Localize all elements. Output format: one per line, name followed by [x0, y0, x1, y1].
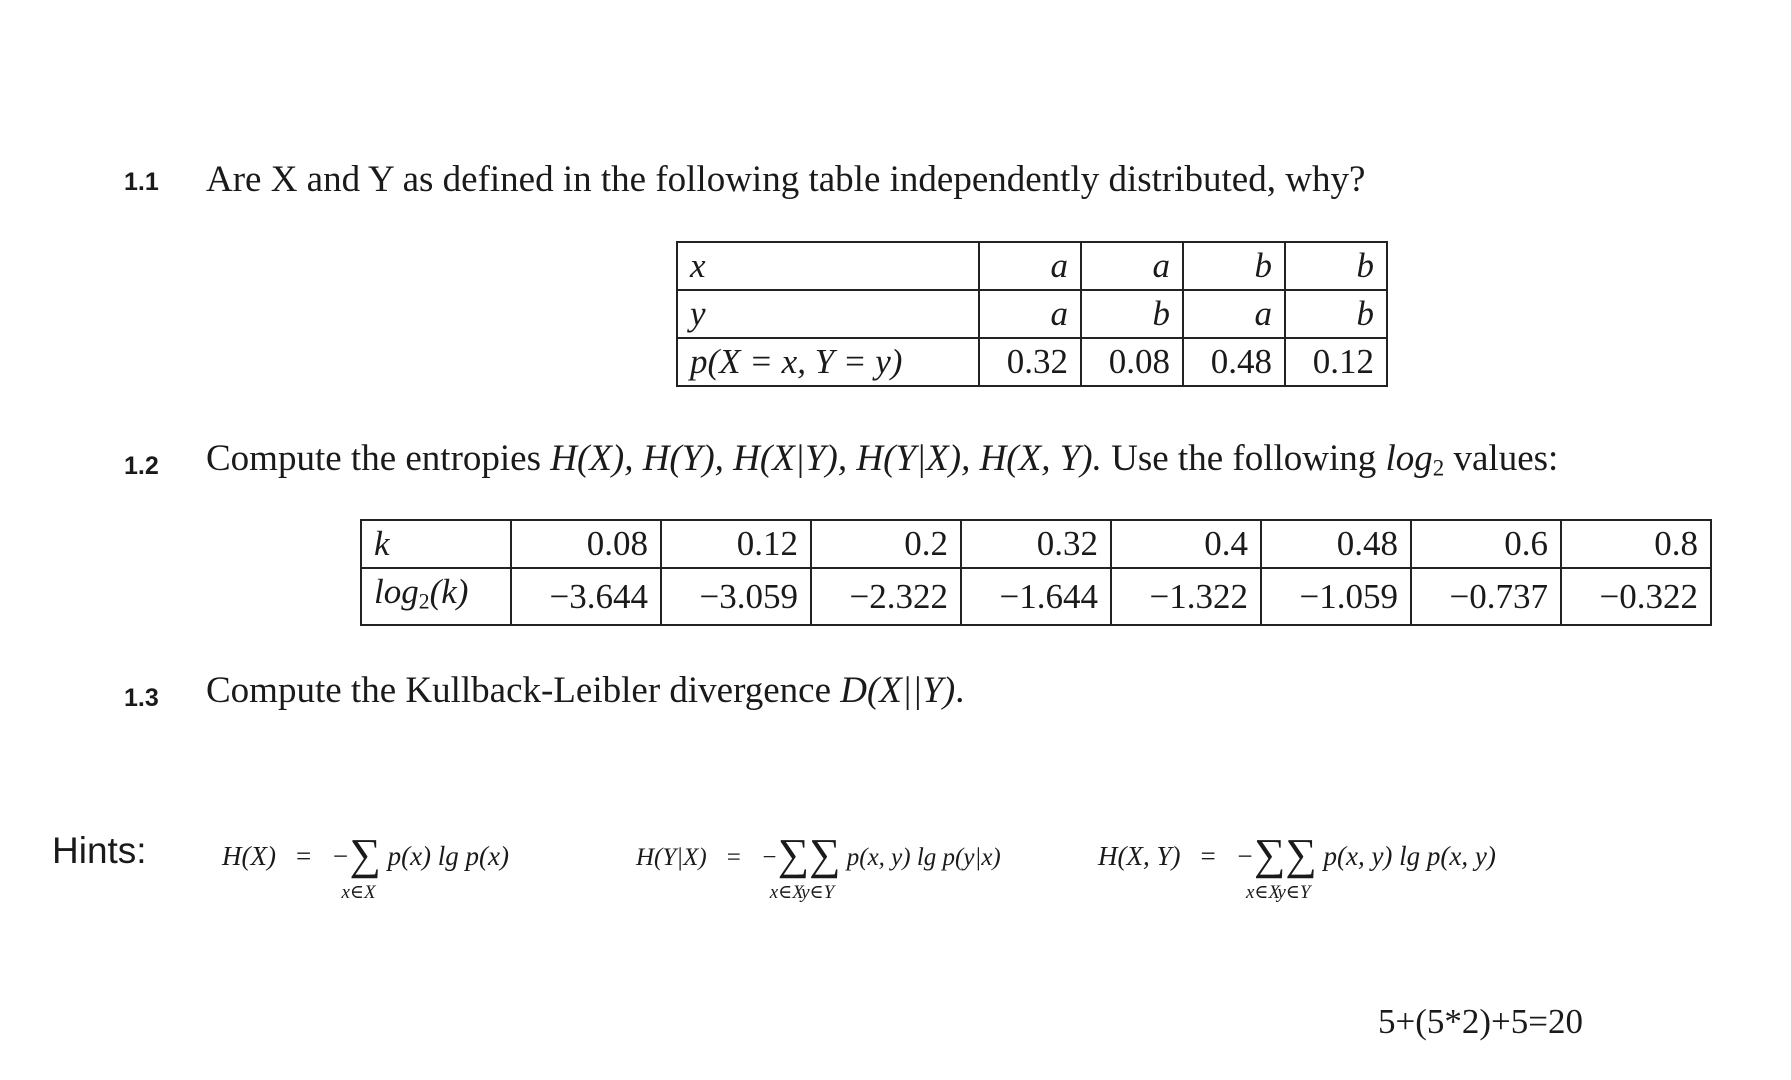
formula-equals: = [726, 844, 741, 871]
table-cell: b [1183, 242, 1285, 290]
joint-distribution-table [676, 241, 1388, 387]
log-label: log [374, 572, 419, 611]
question-1-3-prefix: Compute the Kullback-Leibler divergence [206, 670, 841, 711]
row-label-log2k [361, 568, 511, 625]
table-row [677, 242, 1387, 290]
formula-body: p(x, y) lg p(y|x) [846, 844, 1001, 871]
table-cell: −3.644 [511, 568, 661, 625]
table-cell: −1.644 [961, 568, 1111, 625]
table-cell: −2.322 [811, 568, 961, 625]
question-1-3-text [206, 669, 964, 712]
question-number-1-1: 1.1 [124, 168, 159, 196]
formula-equals: = [1200, 841, 1216, 871]
question-1-1-text: Are X and Y as defined in the following table independently distributed, why? [206, 159, 1366, 200]
hint-formula-joint-entropy [1098, 830, 1496, 903]
log-word: log [1385, 438, 1433, 479]
sum-subscript: x∈X [769, 882, 804, 903]
sum-symbol: ∑ y∈Y [1277, 830, 1317, 903]
question-1-2-prefix: Compute the entropies [206, 438, 551, 479]
hint-formula-conditional-entropy [636, 830, 1001, 903]
formula-lhs: H(X, Y) [1098, 841, 1181, 871]
table-cell: 0.6 [1411, 520, 1561, 568]
table-cell: −0.737 [1411, 568, 1561, 625]
log2-values-table [360, 519, 1712, 626]
formula-minus: − [760, 844, 778, 871]
question-number-1-2: 1.2 [124, 452, 159, 480]
row-label-x: x [677, 242, 979, 290]
sum-subscript: x∈X [1245, 882, 1281, 903]
sum-subscript: y∈Y [1277, 882, 1311, 903]
table-row [677, 290, 1387, 338]
kl-divergence-expr: D(X||Y) [840, 670, 956, 711]
formula-body: p(x, y) lg p(x, y) [1323, 841, 1496, 871]
table-cell: 0.48 [1183, 338, 1285, 386]
table-cell: −1.059 [1261, 568, 1411, 625]
table-cell: a [1081, 242, 1183, 290]
table-cell: a [1183, 290, 1285, 338]
entropy-list: H(X), H(Y), H(X|Y), H(Y|X), H(X, Y). [550, 438, 1102, 479]
table-cell: b [1285, 290, 1387, 338]
table-row [361, 520, 1711, 568]
log-subscript: 2 [1432, 455, 1445, 481]
row-label-probability: p(X = x, Y = y) [677, 338, 979, 386]
hints-label: Hints: [52, 830, 147, 871]
question-1-2-text [206, 437, 1558, 482]
formula-minus: − [331, 841, 350, 871]
formula-lhs: H(X) [222, 841, 276, 871]
table-cell: −0.322 [1561, 568, 1711, 625]
table-cell: −1.322 [1111, 568, 1261, 625]
sum-symbol: ∑ x∈X [769, 830, 810, 903]
row-label-y: y [677, 290, 979, 338]
table-cell: b [1081, 290, 1183, 338]
table-cell: 0.32 [979, 338, 1081, 386]
table-cell: 0.12 [1285, 338, 1387, 386]
formula-minus: − [1235, 841, 1254, 871]
sum-subscript: x∈X [341, 882, 376, 903]
formula-body: p(x) lg p(x) [387, 841, 510, 871]
table-cell: a [979, 290, 1081, 338]
table-cell: 0.4 [1111, 520, 1261, 568]
table-cell: −3.059 [661, 568, 811, 625]
table-row [677, 338, 1387, 386]
table-cell: 0.12 [661, 520, 811, 568]
table-cell: b [1285, 242, 1387, 290]
sum-symbol: ∑ x∈X [1245, 830, 1286, 903]
hint-formula-entropy [222, 830, 510, 903]
formula-equals: = [295, 841, 312, 871]
question-1-3-suffix: . [955, 670, 965, 711]
table-cell: a [979, 242, 1081, 290]
table-cell: 0.08 [511, 520, 661, 568]
table-row [361, 568, 1711, 625]
question-1-2-mid: Use the following [1101, 438, 1386, 479]
score-breakdown: 5+(5*2)+5=20 [1378, 1002, 1584, 1041]
sum-symbol: ∑ y∈Y [801, 830, 841, 903]
sum-symbol: ∑ x∈X [341, 830, 381, 903]
table-cell: 0.32 [961, 520, 1111, 568]
log-label-arg: (k) [429, 572, 469, 611]
log-label-subscript: 2 [418, 589, 430, 614]
question-number-1-3: 1.3 [124, 684, 159, 712]
table-cell: 0.8 [1561, 520, 1711, 568]
row-label-k: k [361, 520, 511, 568]
table-cell: 0.48 [1261, 520, 1411, 568]
sum-subscript: y∈Y [801, 882, 835, 903]
formula-lhs: H(Y|X) [636, 844, 707, 871]
table-cell: 0.2 [811, 520, 961, 568]
table-cell: 0.08 [1081, 338, 1183, 386]
question-1-2-suffix: values: [1444, 438, 1559, 479]
